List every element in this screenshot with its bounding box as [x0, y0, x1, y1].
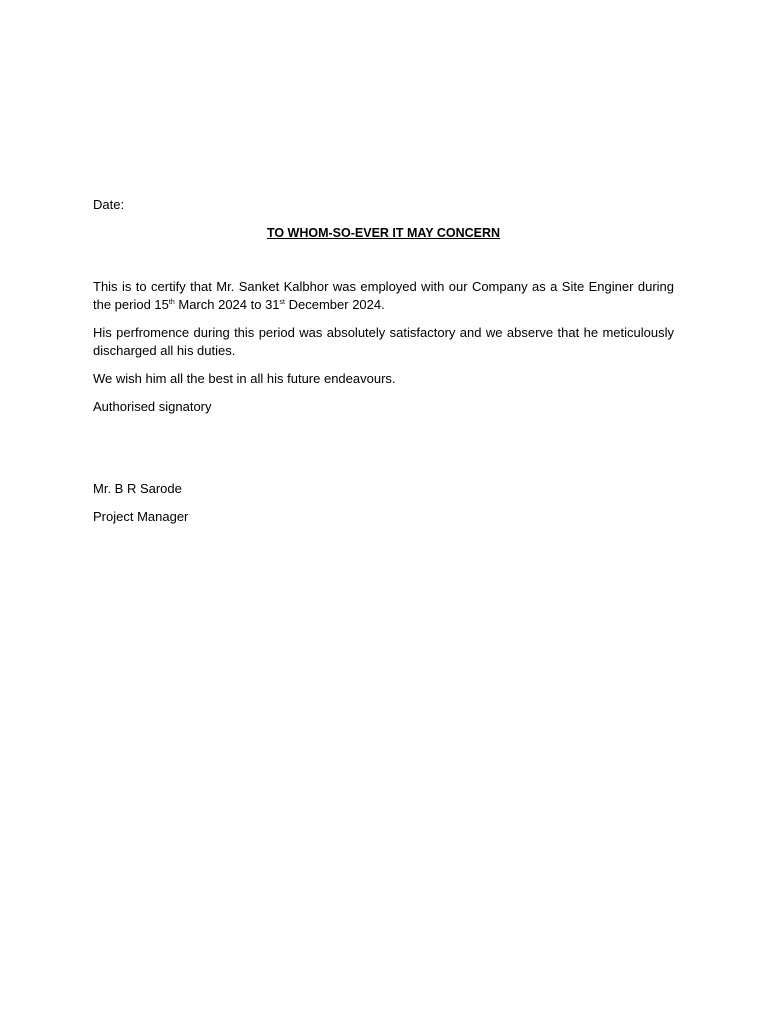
certification-text-end: December 2024. [285, 297, 385, 312]
ordinal-suffix-start: th [168, 299, 175, 306]
certification-paragraph [93, 278, 674, 314]
signatory-label: Authorised signatory [93, 399, 212, 414]
performance-paragraph: His perfromence during this period was absolutely satisfactory and we abserve that he meticulously discharged all his duties. [93, 325, 674, 358]
signer-name: Mr. B R Sarode [93, 481, 182, 496]
letter-heading: TO WHOM-SO-EVER IT MAY CONCERN [266, 226, 501, 240]
certification-text-middle: March 2024 to 31 [174, 297, 280, 312]
wishes-paragraph: We wish him all the best in all his future endeavours. [93, 371, 396, 386]
ordinal-suffix-end: st [279, 299, 285, 306]
letter-document [93, 196, 674, 526]
certification-text-start: This is to certify that Mr. Sanket Kalbhor was employed with our Company as a Site Enginer during the period 15 [93, 279, 674, 312]
date-label: Date: [93, 197, 125, 212]
signer-title: Project Manager [93, 509, 189, 524]
